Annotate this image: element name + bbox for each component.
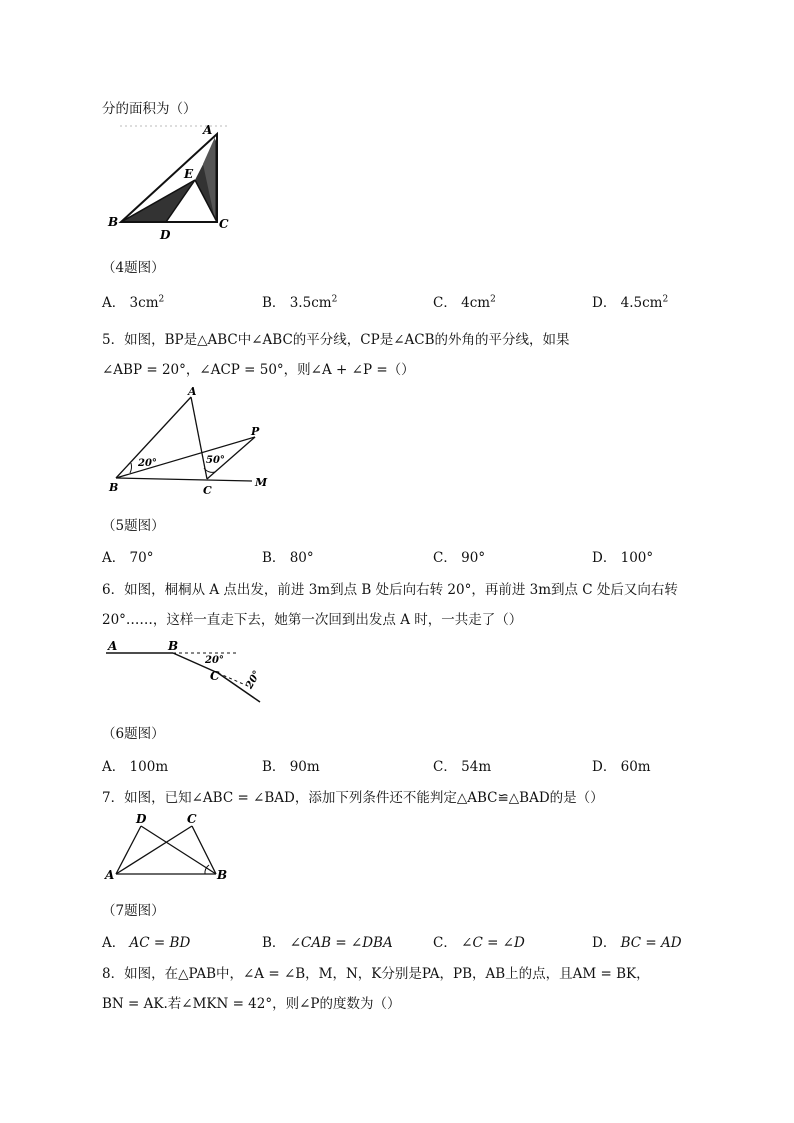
- q7-figure: [100, 812, 235, 887]
- q6-line1: 6．如图，桐桐从 A 点出发，前进 3m到点 B 处后向右转 20°，再前进 3m到点 C 处后又向右转: [102, 582, 678, 598]
- q7-caption: （7题图）: [102, 903, 165, 919]
- q4-option-d: D． $4.5cm^2$: [592, 294, 669, 311]
- q5-option-d: D． 100°: [592, 550, 654, 566]
- q5-angle-50: 50°: [206, 455, 225, 466]
- q5-option-c: C． 90°: [433, 550, 486, 566]
- q4-stem-end: 分的面积为（）: [102, 101, 197, 117]
- q6-line2: 20°……，这样一直走下去，她第一次回到出发点 A 时，一共走了（）: [102, 612, 523, 628]
- q4-option-b: B． $3.5cm^2$: [262, 294, 338, 311]
- q4-option-a: A． $3cm^2$: [102, 294, 165, 311]
- q6-option-a: A． 100m: [102, 759, 169, 775]
- q6-option-c: C． 54m: [433, 759, 492, 775]
- q4-caption: （4题图）: [102, 260, 165, 276]
- q6-option-d: D． 60m: [592, 759, 651, 775]
- q4-label-E: E: [184, 167, 194, 181]
- q6-figure: [100, 635, 275, 705]
- q4-label-C: C: [219, 217, 229, 231]
- q5-label-M: M: [255, 476, 268, 489]
- q8-line1: 8．如图，在△PAB中，∠A = ∠B，M，N，K分别是PA，PB，AB上的点，且AM = BK，: [102, 966, 650, 982]
- q7-option-b: B． ∠CAB = ∠DBA: [262, 935, 393, 951]
- q7-line1: 7．如图，已知∠ABC = ∠BAD，添加下列条件还不能判定△ABC≌△BAD的是（）: [102, 790, 604, 806]
- q4-figure: [100, 122, 235, 244]
- q5-line2: ∠ABP = 20°，∠ACP = 50°，则∠A + ∠P =（）: [102, 362, 415, 378]
- q6-angle-1: 20°: [205, 655, 224, 666]
- q4-label-B: B: [108, 215, 119, 229]
- q7-label-C: C: [187, 812, 197, 826]
- q6-caption: （6题图）: [102, 726, 165, 742]
- q8-line2: BN = AK.若∠MKN = 42°，则∠P的度数为（）: [102, 996, 401, 1012]
- q5-option-a: A． 70°: [102, 550, 154, 566]
- q5-option-b: B． 80°: [262, 550, 314, 566]
- q5-caption: （5题图）: [102, 518, 165, 534]
- q7-label-A: A: [105, 868, 115, 882]
- q7-option-d: D． BC = AD: [592, 935, 682, 951]
- q4-label-D: D: [160, 228, 171, 242]
- q7-option-c: C． ∠C = ∠D: [433, 935, 525, 951]
- q6-label-C: C: [210, 669, 220, 683]
- q5-figure: [100, 385, 280, 500]
- q6-angle-2: 20°: [244, 668, 264, 691]
- q6-label-A: A: [108, 639, 118, 653]
- q6-option-b: B． 90m: [262, 759, 320, 775]
- q4-option-c: C． $4cm^2$: [433, 294, 496, 311]
- q7-label-D: D: [136, 812, 147, 826]
- q5-label-B: B: [109, 481, 119, 494]
- q7-option-a: A． AC = BD: [102, 935, 191, 951]
- q5-line1: 5．如图，BP是△ABC中∠ABC的平分线，CP是∠ACB的外角的平分线，如果: [102, 332, 570, 348]
- q5-label-A: A: [188, 385, 197, 398]
- q6-label-B: B: [168, 639, 179, 653]
- q5-label-P: P: [251, 425, 260, 438]
- q7-label-B: B: [217, 868, 228, 882]
- q5-angle-20: 20°: [138, 458, 157, 469]
- q5-label-C: C: [203, 484, 212, 497]
- q4-label-A: A: [203, 123, 213, 137]
